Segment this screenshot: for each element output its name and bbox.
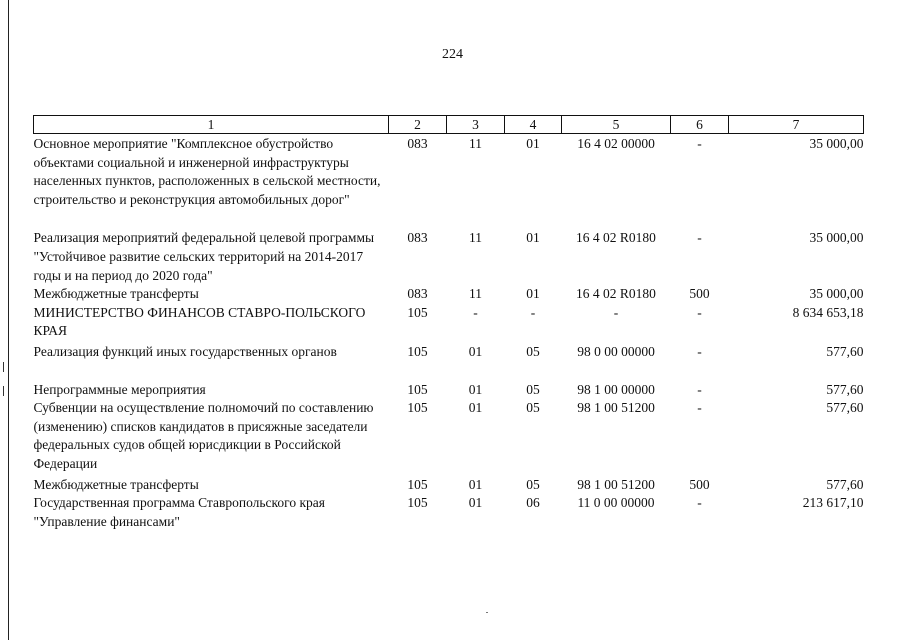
table-row [34, 285, 864, 304]
row-name: Реализация функций иных государственных органов [33, 343, 337, 359]
budget-table [33, 115, 864, 531]
section-code: - [473, 304, 478, 320]
amount: 577,60 [826, 381, 864, 397]
ministry-code: 105 [407, 476, 428, 492]
section-code: 01 [468, 495, 483, 511]
table-row [34, 474, 864, 495]
ministry-code: 105 [407, 400, 428, 416]
row-name: Непрограммные мероприятия [33, 381, 206, 397]
target-article-code: 98 1 00 51200 [577, 476, 655, 492]
target-article-code: 16 4 02 00000 [577, 136, 655, 151]
amount: 577,60 [826, 476, 864, 492]
amount: 213 617,10 [802, 495, 864, 511]
row-spacer [34, 362, 864, 381]
target-article-code: - [613, 304, 619, 320]
subsection-code: 05 [526, 343, 540, 359]
section-code: 01 [468, 400, 483, 416]
table-row [34, 399, 864, 473]
column-header: 6 [671, 116, 729, 134]
row-name: Государственная программа Ставропольского края "Управление финансами" [33, 495, 325, 529]
expense-type-code: - [697, 230, 702, 246]
section-code: 01 [468, 476, 483, 492]
margin-mark [3, 386, 4, 396]
margin-mark [3, 362, 4, 372]
expense-type-code: - [697, 400, 702, 416]
section-code: 01 [468, 381, 483, 397]
ministry-code: 105 [407, 304, 428, 320]
expense-type-code: - [697, 495, 702, 511]
subsection-code: 05 [526, 476, 540, 492]
expense-type-code: 500 [689, 286, 710, 302]
table-row [34, 341, 864, 362]
target-article-code: 16 4 02 R0180 [576, 230, 656, 246]
expense-type-code: - [697, 136, 702, 151]
column-header: 1 [34, 116, 389, 134]
column-header: 2 [389, 116, 447, 134]
row-name: Основное мероприятие "Комплексное обустройство объектами социальной и инженерной инфраструктуры населенных пунктов, расположенных в сельской местности, строительство и реконструкция автомобильных дорог" [33, 136, 381, 207]
ministry-code: 083 [407, 136, 428, 151]
subsection-code: 06 [526, 495, 540, 511]
ministry-code: 105 [407, 381, 428, 397]
page-left-border [8, 0, 9, 640]
ministry-code: 105 [407, 343, 428, 359]
page-number: 224 [442, 47, 463, 62]
row-name: Реализация мероприятий федеральной целевой программы "Устойчивое развитие сельских территорий на 2014-2017 годы и на период до 2020 года" [33, 230, 375, 283]
section-code: 11 [469, 230, 482, 246]
row-name: Межбюджетные трансферты [33, 476, 199, 492]
target-article-code: 11 0 00 00000 [577, 495, 655, 511]
column-header: 4 [505, 116, 562, 134]
target-article-code: 98 0 00 00000 [577, 343, 655, 359]
ministry-code: 105 [407, 495, 428, 511]
column-header: 7 [729, 116, 864, 134]
table-row [34, 304, 864, 341]
table-row [34, 381, 864, 400]
section-code: 11 [469, 136, 482, 151]
subsection-code: 05 [526, 381, 540, 397]
target-article-code: 16 4 02 R0180 [576, 286, 656, 302]
column-header: 3 [447, 116, 505, 134]
table-row [34, 134, 864, 210]
ministry-code: 083 [407, 230, 428, 246]
target-article-code: 98 1 00 51200 [577, 400, 655, 416]
amount: 577,60 [826, 400, 864, 416]
column-header: 5 [562, 116, 671, 134]
section-code: 11 [469, 286, 482, 302]
subsection-code: 01 [526, 136, 540, 151]
row-name: МИНИСТЕРСТВО ФИНАНСОВ СТАВРО-ПОЛЬСКОГО КРАЯ [33, 304, 366, 339]
subsection-code: 01 [526, 230, 540, 246]
subsection-code: 05 [526, 400, 540, 416]
expense-type-code: - [697, 304, 702, 320]
column-number-row [34, 116, 864, 134]
amount: 8 634 653,18 [792, 304, 864, 320]
table-row [34, 494, 864, 531]
expense-type-code: - [697, 381, 702, 397]
expense-type-code: 500 [689, 476, 710, 492]
target-article-code: 98 1 00 00000 [577, 381, 655, 397]
expense-type-code: - [697, 343, 702, 359]
amount: 577,60 [826, 343, 864, 359]
table-row [34, 229, 864, 285]
row-name: Межбюджетные трансферты [33, 286, 199, 302]
amount: 35 000,00 [809, 286, 864, 302]
row-spacer [34, 209, 864, 229]
section-code: 01 [468, 343, 483, 359]
subsection-code: 01 [526, 286, 540, 302]
amount: 35 000,00 [809, 230, 864, 246]
subsection-code: - [530, 304, 536, 320]
row-name: Субвенции на осуществление полномочий по составлению (изменению) списков кандидатов в присяжные заседатели федеральных судов общей юрисдикции в Российской Федерации [33, 400, 374, 471]
ministry-code: 083 [407, 286, 428, 302]
scan-speck [486, 612, 488, 613]
amount: 35 000,00 [809, 136, 864, 151]
